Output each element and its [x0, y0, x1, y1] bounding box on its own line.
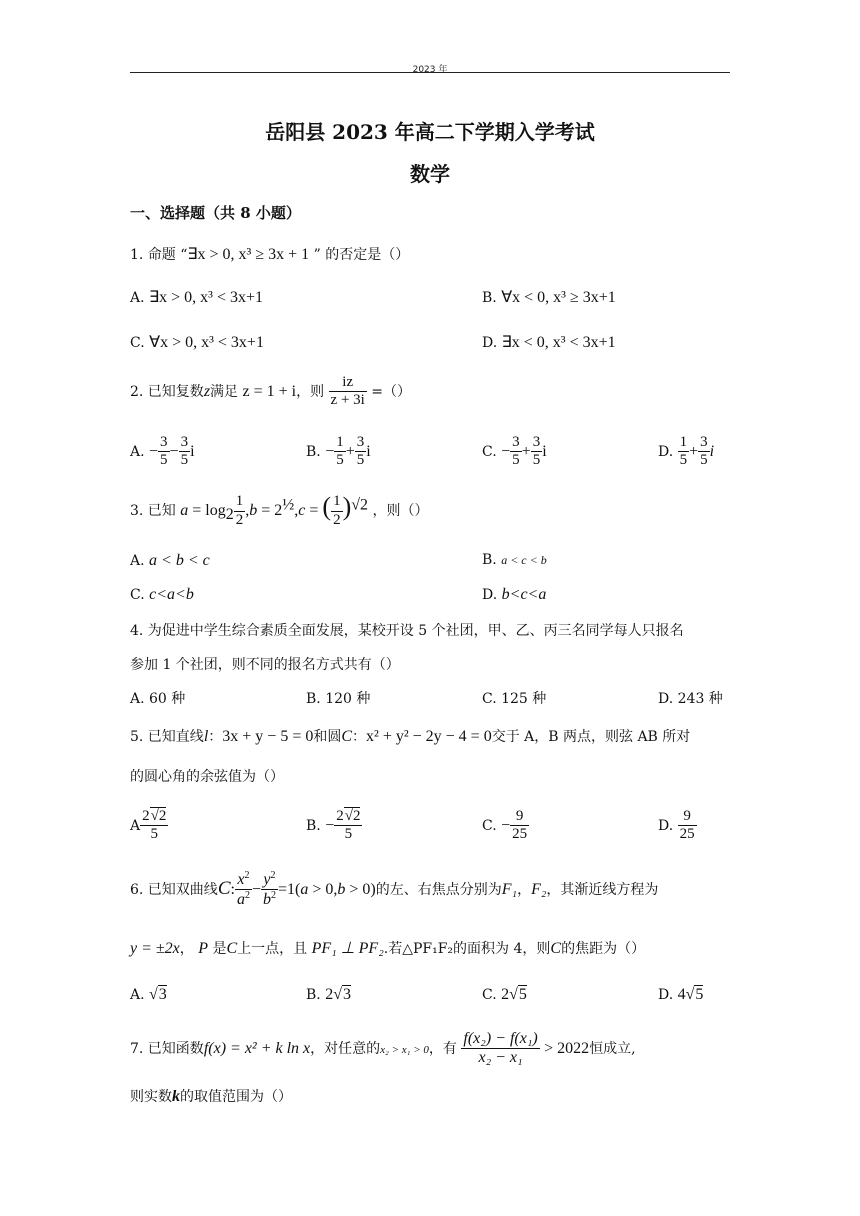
q4-option-a: A. 60 种: [130, 691, 186, 707]
q4-option-d: D. 243 种: [658, 691, 723, 707]
q2-option-c: C. − $\frac{3}{5}$ + $\frac{3}{5}$ i: [482, 434, 547, 469]
q5-option-c: C. − $\frac{9}{25}$: [482, 808, 528, 843]
q4-stem-line1: 4. 为促进中学生综合素质全面发展，某校开设 5 个社团，甲、乙、丙三名同学每人只报名: [130, 623, 684, 639]
q4-option-c: C. 125 种: [482, 691, 547, 707]
q6-stem-line1: 6. 已知双曲线C: $\frac{x^2}{a^2}$ − $\frac{y^2}{b^2}$ =1(a > 0,b > 0)的左、右焦点分别为F₁，F₂，其渐近线方程为: [130, 870, 659, 909]
header-rule: [130, 72, 730, 73]
q6-option-c: C. 2√5: [482, 986, 527, 1003]
q2-option-a: A. − $\frac{3}{5}$ − $\frac{3}{5}$ i: [130, 434, 195, 469]
q2-stem: 2. 已知复数z满足 z = 1 + i，则 $\frac{iz}{z + 3i}$ =（）: [130, 374, 412, 409]
q5-stem-line2: 的圆心角的余弦值为（）: [130, 769, 284, 785]
q7-fraction: $\frac{\text{f(x₂) − f(x₁)}}{\text{x₂ − x₁}}$: [463, 1030, 538, 1067]
q1-option-b: B. ∀x < 0, x³ ≥ 3x+1: [482, 289, 616, 306]
q5-option-b: B. − $\frac{2√2}{5}$: [306, 808, 361, 843]
q2-option-b: B. − $\frac{1}{5}$ + $\frac{3}{5}$ i: [306, 434, 371, 469]
q7-stem-line2: 则实数k的取值范围为（）: [130, 1088, 292, 1105]
q3-option-b: B. a < c < b: [482, 552, 547, 568]
q1-stem: 1. 命题 “∃x > 0, x³ ≥ 3x + 1 ” 的否定是（）: [130, 246, 410, 263]
q7-stem-line1: 7. 已知函数f(x) = x² + k ln x，对任意的x₂ > x₁ > 0，有 $\frac{\text{f(x₂) − f(x₁)}}{\text{x₂ − x₁}}$ > 2022恒成立,: [130, 1030, 636, 1067]
q6-option-b: B. 2√3: [306, 986, 351, 1003]
q2-option-d: D. $\frac{1}{5}$ + $\frac{3}{5}$ i: [658, 434, 715, 469]
q4-stem-line2: 参加 1 个社团，则不同的报名方式共有（）: [130, 657, 400, 673]
q6-stem-line2: y = ±2x， P 是C上一点，且 PF₁ ⊥ PF₂.若△PF₁F₂的面积为 4，则C的焦距为（）: [130, 940, 646, 957]
q5-stem-line1: 5. 已知直线l：3x + y − 5 = 0和圆C：x² + y² − 2y − 4 = 0交于 A，B 两点，则弦 AB 所对: [130, 728, 691, 745]
q3-option-c: C. c<a<b: [130, 586, 194, 603]
q1-option-a: A. ∃x > 0, x³ < 3x+1: [130, 289, 263, 306]
q1-option-c: C. ∀x > 0, x³ < 3x+1: [130, 334, 264, 351]
q5-option-d: D. $\frac{9}{25}$: [658, 808, 695, 843]
q3-stem: 3. 已知 $a = \log_2$ $\frac{1}{2}$ $,b = 2^{\frac{1}{2}},c$ = ( $\frac{1}{2}$ )$^{√2}$ ，则（）: [130, 492, 429, 528]
page-header: 2023 年: [412, 65, 448, 75]
exam-subject: 数学: [410, 162, 450, 186]
q3-option-d: D. b<c<a: [482, 586, 547, 603]
q5-option-a: A $\frac{2√2}{5}$: [130, 808, 167, 843]
section-heading: 一、选择题（共 8 小题）: [130, 204, 301, 222]
q6-option-a: A. √3: [130, 986, 167, 1003]
q4-option-b: B. 120 种: [306, 691, 371, 707]
q1-option-d: D. ∃x < 0, x³ < 3x+1: [482, 334, 616, 351]
exam-title: 岳阳县 2023 年高二下学期入学考试: [265, 120, 595, 144]
q6-option-d: D. 4√5: [658, 986, 704, 1003]
q3-option-a: A. a < b < c: [130, 552, 210, 569]
q2-fraction: $\frac{iz}{z + 3i}$: [330, 374, 365, 409]
